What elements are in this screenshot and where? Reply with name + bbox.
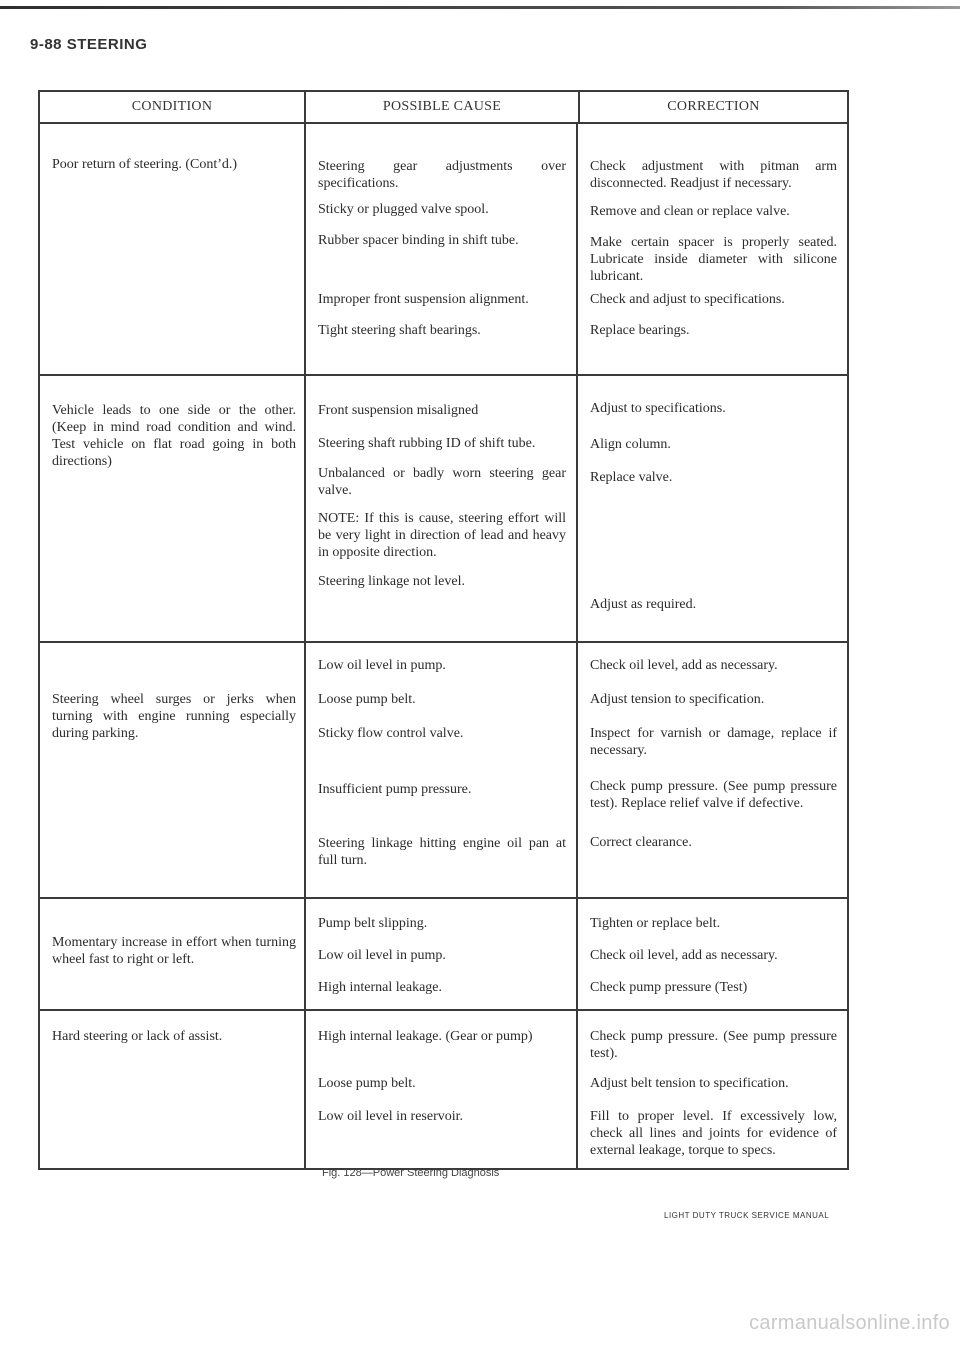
- cause-item: Steering shaft rubbing ID of shift tube.: [318, 436, 536, 451]
- cause-item: Steering linkage not level.: [318, 574, 465, 589]
- table-section: [40, 899, 847, 1011]
- manual-footer: LIGHT DUTY TRUCK SERVICE MANUAL: [664, 1211, 830, 1220]
- correction-item: Check adjustment with pitman arm disconnected. Readjust if necessary.: [590, 159, 837, 191]
- correction-item: Inspect for varnish or damage, replace if necessary.: [590, 726, 837, 758]
- condition-cell: [40, 899, 304, 1009]
- cause-item: High internal leakage.: [318, 980, 443, 995]
- cause-item: Loose pump belt.: [318, 692, 416, 707]
- condition-cell: [40, 1011, 304, 1168]
- cause-cell: [304, 899, 576, 1009]
- cause-item: Loose pump belt.: [318, 1076, 416, 1091]
- cause-item: Insufficient pump pressure.: [318, 782, 472, 797]
- cause-cell: [304, 376, 576, 641]
- cause-cell: [304, 643, 576, 897]
- correction-item: Align column.: [590, 437, 671, 452]
- cause-item: Improper front suspension alignment.: [318, 292, 529, 307]
- correction-cell: [576, 376, 847, 641]
- cause-item: Sticky flow control valve.: [318, 726, 464, 741]
- cause-item: Tight steering shaft bearings.: [318, 323, 481, 338]
- correction-item: Check and adjust to specifications.: [590, 292, 785, 307]
- cause-cell: [304, 1011, 576, 1168]
- correction-item: Correct clearance.: [590, 835, 692, 850]
- cause-item: Pump belt slipping.: [318, 916, 428, 931]
- correction-item: Check pump pressure. (See pump pressure test).: [590, 1029, 837, 1061]
- cause-item: High internal leakage. (Gear or pump): [318, 1029, 533, 1044]
- correction-cell: [576, 899, 847, 1009]
- correction-item: Adjust as required.: [590, 597, 697, 612]
- cause-item: NOTE: If this is cause, steering effort will be very light in direction of lead and heavy in opposite direction.: [318, 511, 566, 560]
- cause-item: Rubber spacer binding in shift tube.: [318, 233, 519, 248]
- correction-cell: [576, 124, 847, 374]
- top-rule: [0, 6, 960, 9]
- correction-item: Check oil level, add as necessary.: [590, 948, 778, 963]
- figure-caption: Fig. 128—Power Steering Diagnosis: [322, 1167, 500, 1179]
- correction-item: Replace bearings.: [590, 323, 690, 338]
- correction-item: Check pump pressure (Test): [590, 980, 748, 995]
- correction-item: [590, 486, 837, 578]
- correction-item: Replace valve.: [590, 470, 673, 485]
- condition-text: Steering wheel surges or jerks when turning with engine running especially during parking.: [52, 692, 296, 741]
- table-section: [40, 643, 847, 899]
- correction-cell: [576, 1011, 847, 1168]
- condition-text: Poor return of steering. (Cont’d.): [52, 157, 238, 172]
- cause-item: Steering linkage hitting engine oil pan at full turn.: [318, 836, 566, 868]
- header-condition: CONDITION: [131, 99, 213, 114]
- correction-item: Adjust tension to specification.: [590, 692, 765, 707]
- cause-cell: [304, 124, 576, 374]
- correction-item: Check oil level, add as necessary.: [590, 658, 778, 673]
- correction-item: Adjust belt tension to specification.: [590, 1076, 789, 1091]
- correction-item: Make certain spacer is properly seated. Lubricate inside diameter with silicone lubricant.: [590, 235, 837, 284]
- table-header-row: [40, 92, 847, 124]
- table-section: [40, 376, 847, 643]
- condition-text: Hard steering or lack of assist.: [52, 1029, 223, 1044]
- correction-item: Fill to proper level. If excessively low, check all lines and joints for evidence of external leakage, torque to specs.: [590, 1109, 837, 1158]
- diagnosis-table: [38, 90, 849, 1170]
- correction-cell: [576, 643, 847, 897]
- table-section: [40, 124, 847, 376]
- table-section: [40, 1011, 847, 1168]
- cause-item: Steering gear adjustments over specifications.: [318, 159, 566, 191]
- header-possible-cause: POSSIBLE CAUSE: [304, 92, 578, 122]
- watermark: carmanualsonline.info: [749, 1312, 950, 1334]
- correction-item: Adjust to specifications.: [590, 401, 726, 416]
- condition-cell: [40, 124, 304, 374]
- cause-item: Low oil level in pump.: [318, 658, 446, 673]
- condition-cell: [40, 376, 304, 641]
- page-header: 9-88 STEERING: [30, 36, 148, 53]
- cause-item: Front suspension misaligned: [318, 403, 479, 418]
- correction-item: Tighten or replace belt.: [590, 916, 721, 931]
- cause-item: Low oil level in pump.: [318, 948, 446, 963]
- correction-item: Check pump pressure. (See pump pressure test). Replace relief valve if defective.: [590, 779, 837, 811]
- condition-cell: [40, 643, 304, 897]
- cause-item: Low oil level in reservoir.: [318, 1109, 464, 1124]
- condition-text: Momentary increase in effort when turning wheel fast to right or left.: [52, 935, 296, 967]
- condition-text: Vehicle leads to one side or the other. (Keep in mind road condition and wind. Test vehicle on flat road going in both directions): [52, 403, 296, 469]
- header-correction: CORRECTION: [578, 92, 847, 122]
- cause-item: Sticky or plugged valve spool.: [318, 202, 489, 217]
- correction-item: Remove and clean or replace valve.: [590, 204, 790, 219]
- cause-item: Unbalanced or badly worn steering gear valve.: [318, 466, 566, 498]
